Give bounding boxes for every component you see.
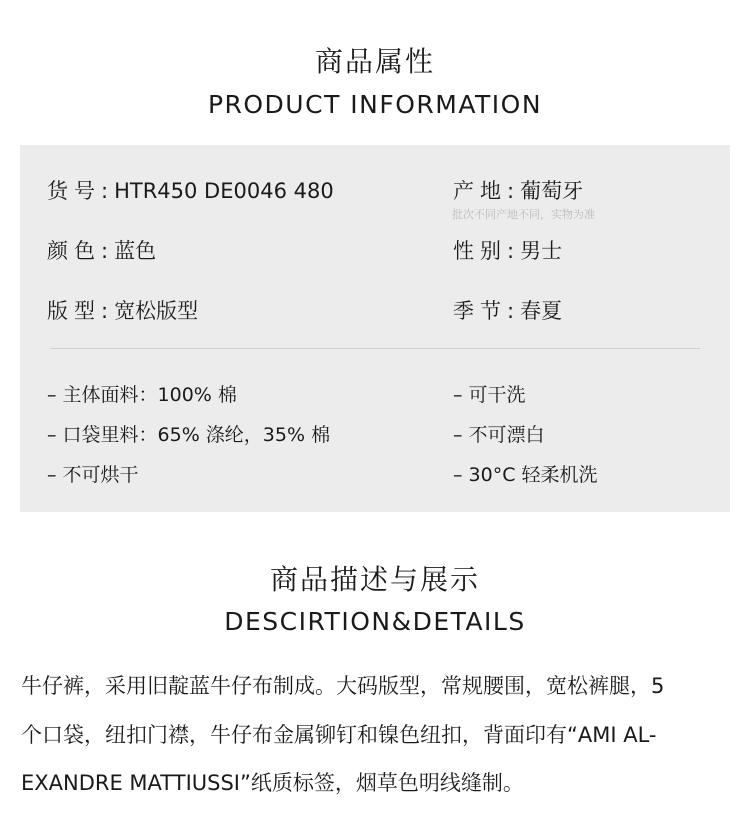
spec-origin-value: 葡萄牙 bbox=[520, 179, 584, 203]
material-item: – 口袋里料：65% 涤纶，35% 棉 bbox=[47, 424, 331, 446]
product-information-subtitle: PRODUCT INFORMATION bbox=[207, 90, 543, 119]
spec-color bbox=[47, 235, 156, 265]
spec-origin-label: 产地: bbox=[453, 179, 521, 203]
spec-color-label: 颜色: bbox=[47, 239, 115, 263]
description-line: EXANDRE MATTIUSSI”纸质标签，烟草色明线缝制。 bbox=[21, 771, 524, 795]
description-line: 牛仔裤，采用旧靛蓝牛仔布制成。大码版型，常规腰围，宽松裤腿，5 bbox=[21, 674, 665, 698]
product-info-panel bbox=[20, 145, 730, 512]
spec-gender-label: 性别: bbox=[453, 239, 521, 263]
spec-season-label: 季节: bbox=[453, 299, 521, 323]
spec-gender-value: 男士 bbox=[520, 239, 563, 263]
care-item: – 不可漂白 bbox=[453, 424, 545, 446]
spec-fit-label: 版型: bbox=[47, 299, 115, 323]
spec-fit bbox=[47, 295, 198, 325]
material-item: – 不可烘干 bbox=[47, 464, 139, 486]
care-item: – 可干洗 bbox=[453, 384, 526, 406]
description-title: 商品描述与展示 bbox=[269, 563, 480, 596]
spec-gender bbox=[453, 235, 562, 265]
spec-season-value: 春夏 bbox=[520, 299, 563, 323]
description-line: 个口袋，纽扣门襟，牛仔布金属铆钉和镍色纽扣，背面印有“AMI AL- bbox=[21, 723, 657, 747]
spec-item-number-label: 货号: bbox=[47, 179, 115, 203]
spec-season bbox=[453, 295, 562, 325]
spec-item-number-value: HTR450 DE0046 480 bbox=[114, 179, 334, 203]
spec-color-value: 蓝色 bbox=[114, 239, 157, 263]
product-attributes-title: 商品属性 bbox=[314, 45, 435, 78]
spec-origin bbox=[453, 175, 583, 205]
spec-fit-value: 宽松版型 bbox=[114, 299, 199, 323]
origin-note: 批次不同产地不同，实物为准 bbox=[452, 208, 595, 221]
description-subtitle: DESCIRTION&DETAILS bbox=[224, 607, 526, 636]
spec-item-number bbox=[47, 175, 334, 205]
material-item: – 主体面料：100% 棉 bbox=[47, 384, 237, 406]
care-item: – 30°C 轻柔机洗 bbox=[453, 464, 598, 486]
panel-divider bbox=[50, 348, 700, 349]
